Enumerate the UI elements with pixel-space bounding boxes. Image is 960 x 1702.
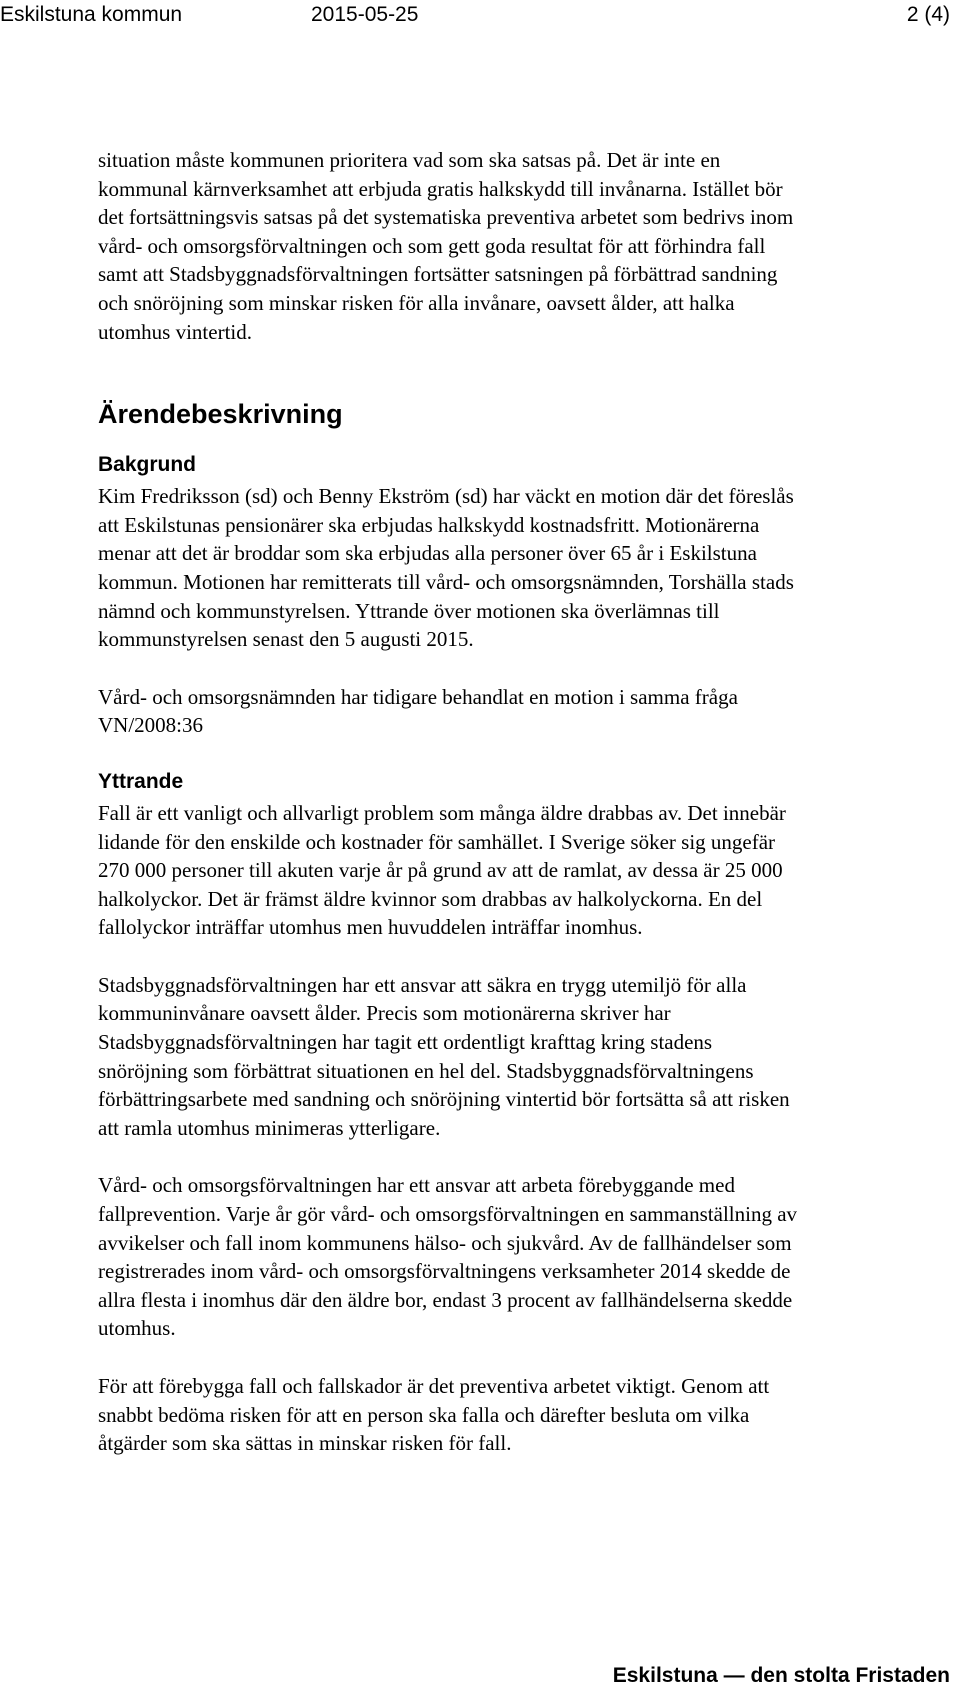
document-body	[98, 146, 940, 1487]
statement-paragraph-4: För att förebygga fall och fallskador är det preventiva arbetet viktigt. Genom att snabbt bedöma risken för att en person ska falla och därefter besluta om vilka åtgärder som ska sättas in minskar risken för fall.	[98, 1374, 770, 1456]
background-paragraph-2: Vård- och omsorgsnämnden har tidigare behandlat en motion i samma fråga VN/2008:36	[98, 684, 738, 738]
background-paragraph-1: Kim Fredriksson (sd) och Benny Ekström (sd) har väckt en motion där det föreslås att Eskilstunas pensionärer ska erbjudas halkskydd kostnadsfritt. Motionärerna menar att det är broddar som ska erbjudas alla personer över 65 år i Eskilstuna kommun. Motionen har remitterats till vård- och omsorgsnämnden, Torshälla stads nämnd och kommunstyrelsen. Yttrande över motionen ska överlämnas till kommunstyrelsen senast den 5 augusti 2015.	[98, 484, 794, 652]
page-header	[0, 0, 960, 36]
section-heading: Ärendebeskrivning	[98, 399, 343, 430]
header-date: 2015-05-25	[311, 3, 419, 26]
footer-slogan: Eskilstuna — den stolta Fristaden	[612, 1664, 950, 1687]
statement-paragraph-1: Fall är ett vanligt och allvarligt problem som många äldre drabbas av. Det innebär lidande för den enskilde och kostnader för samhället. I Sverige söker sig ungefär 270 000 personer till akuten varje år på grund av att de ramlat, av dessa är 25 000 halkolyckor. Det är främst äldre kvinnor som drabbas av halkolyckorna. En del fallolyckor inträffar utomhus men huvuddelen inträffar inomhus.	[98, 800, 786, 940]
header-page-number: 2 (4)	[906, 3, 950, 26]
statement-paragraph-2: Stadsbyggnadsförvaltningen har ett ansvar att säkra en trygg utemiljö för alla kommuninvånare oavsett ålder. Precis som motionärerna skriver har Stadsbyggnadsförvaltningen har tagit ett ordentligt krafttag kring stadens snöröjning som förbättrat situationen en hel del. Stadsbyggnadsförvaltningens förbättringsarbete med sandning och snöröjning vintertid bör fortsätta så att risken att ramla utomhus minimeras ytterligare.	[98, 972, 790, 1140]
statement-paragraph-3: Vård- och omsorgsförvaltningen har ett ansvar att arbeta förebyggande med fallprevention. Varje år gör vård- och omsorgsförvaltningen en sammanställning av avvikelser och fall inom kommunens hälso- och sjukvård. Av de fallhändelser som registrerades inom vård- och omsorgsförvaltningens verksamheter 2014 skedde de allra flesta i inomhus där den äldre bor, endast 3 procent av fallhändelserna skedde utomhus.	[98, 1173, 798, 1341]
statement-heading: Yttrande	[98, 769, 184, 793]
intro-paragraph: situation måste kommunen prioritera vad som ska satsas på. Det är inte en kommunal kärnverksamhet att erbjuda gratis halkskydd till invånarna. Istället bör det fortsättningsvis satsas på det systematiska preventiva arbetet som bedrivs inom vård- och omsorgsförvaltningen och som gett goda resultat för att förhindra fall samt att Stadsbyggnadsförvaltningen fortsätter satsningen på förbättrad sandning och snöröjning som minskar risken för alla invånare, oavsett ålder, att halka utomhus vintertid.	[98, 148, 794, 344]
header-organization: Eskilstuna kommun	[0, 3, 183, 26]
background-heading: Bakgrund	[98, 453, 197, 477]
